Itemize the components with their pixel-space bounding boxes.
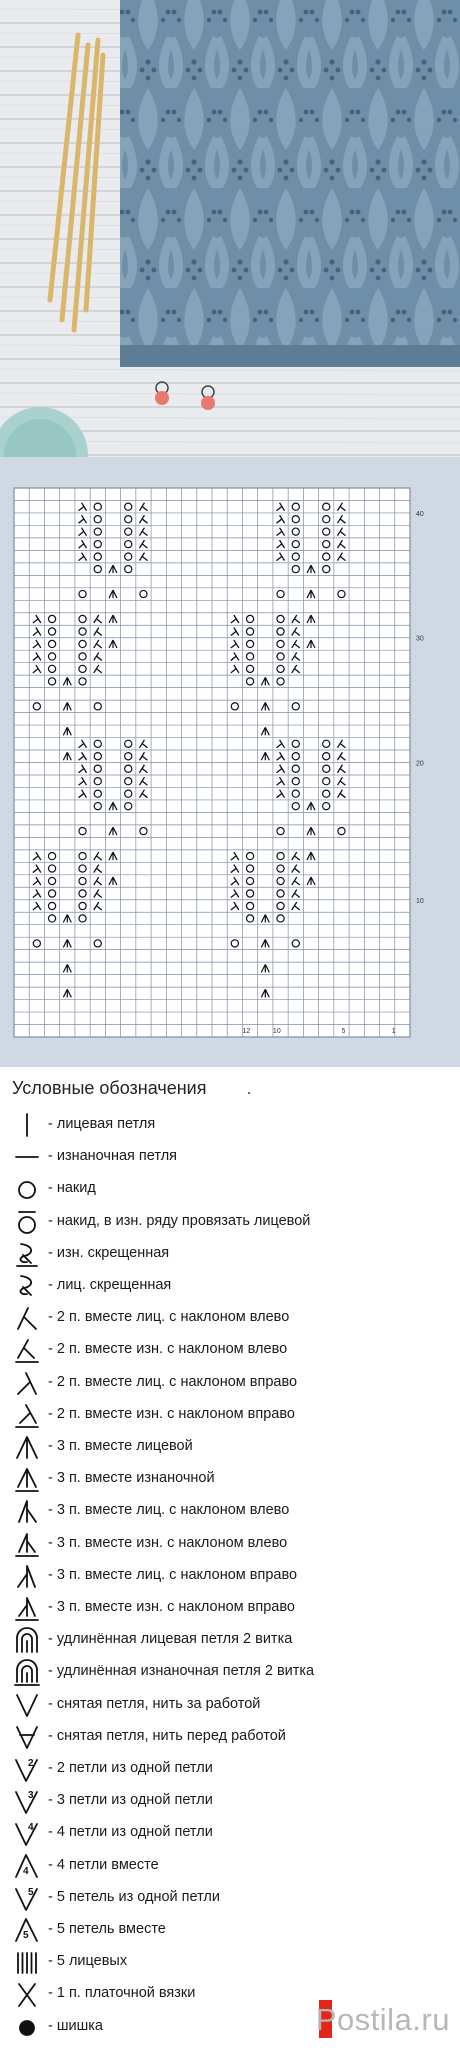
legend-item (0, 1656, 460, 1688)
legend-item (0, 1753, 460, 1785)
legend-item-text: - накид, в изн. ряду провязать лицевой (48, 1212, 311, 1229)
legend-item (0, 1141, 460, 1173)
twisted-knit-icon (12, 1272, 42, 1300)
inc-3-icon (12, 1787, 42, 1815)
twisted-purl-icon (12, 1240, 42, 1268)
legend-item-text: - изн. скрещенная (48, 1244, 170, 1261)
five-knit-icon (12, 1948, 42, 1976)
legend-item-text: - 3 п. вместе лиц. с наклоном влево (48, 1502, 290, 1519)
knitting-chart (0, 457, 460, 1067)
legend-item-text: - 3 п. вместе изнаночной (48, 1470, 215, 1487)
k2tog-left-icon (12, 1304, 42, 1332)
legend-item (0, 1334, 460, 1366)
legend-item (0, 1882, 460, 1914)
legend-item (0, 1721, 460, 1753)
legend-item-text: - 4 петли из одной петли (48, 1824, 213, 1841)
svg-text:5: 5 (28, 1886, 34, 1898)
bobble-icon (12, 2013, 42, 2041)
legend-item-text: - 3 п. вместе изн. с наклоном влево (48, 1534, 288, 1551)
legend-item (0, 1850, 460, 1882)
legend-item (0, 1560, 460, 1592)
legend-item-text: - изнаночная петля (48, 1148, 178, 1165)
legend-item (0, 1431, 460, 1463)
k3tog-right-icon (12, 1562, 42, 1590)
legend-item (0, 1238, 460, 1270)
watermark-text: Postila.ru (315, 2002, 450, 2037)
garter-icon (12, 1980, 42, 2008)
legend-item-text: - лицевая петля (48, 1116, 156, 1132)
legend-item (0, 1689, 460, 1721)
elongated-purl-icon (12, 1658, 42, 1686)
purl-stitch-icon (12, 1143, 42, 1171)
legend-item (0, 1399, 460, 1431)
legend-title: Условные обозначения . (12, 1078, 252, 1098)
legend-item-text: - накид (48, 1180, 96, 1197)
legend-item (0, 1109, 460, 1141)
svg-text:4: 4 (28, 1822, 34, 1834)
legend-item (0, 1817, 460, 1849)
inc-5-icon (12, 1884, 42, 1912)
chart-col-number: 12 (242, 1028, 251, 1035)
legend-item-text: - шишка (48, 2017, 103, 2034)
legend-item-text: - 2 п. вместе лиц. с наклоном влево (48, 1309, 290, 1326)
legend-item (0, 1914, 460, 1946)
legend-item-text: - 4 петли вместе (48, 1856, 159, 1873)
slip-front-icon (12, 1723, 42, 1751)
legend-item (0, 1785, 460, 1817)
legend-item-text: - 5 петель вместе (48, 1921, 166, 1937)
legend-item (0, 1592, 460, 1624)
chart-row-number: 20 (416, 760, 424, 768)
legend-item-text: - снятая петля, нить перед работой (48, 1727, 286, 1744)
k3tog-left-icon (12, 1497, 42, 1525)
legend-item-text: - 5 лицевых (48, 1953, 128, 1970)
legend-item-text: - снятая петля, нить за работой (48, 1695, 261, 1712)
legend-item-text: - 3 п. вместе изн. с наклоном вправо (48, 1599, 295, 1615)
p2tog-left-icon (12, 1336, 42, 1364)
k2tog-right-icon (12, 1369, 42, 1397)
legend-item-text: - 2 петли из одной петли (48, 1760, 213, 1776)
p3tog-left-icon (12, 1530, 42, 1558)
legend-item (0, 1270, 460, 1302)
svg-text:2: 2 (28, 1758, 34, 1769)
inc-2-icon (12, 1755, 42, 1783)
legend-item-text: - удлинённая изнаночная петля 2 витка (48, 1663, 315, 1680)
legend-item-text: - 3 п. вместе лиц. с наклоном вправо (48, 1566, 298, 1583)
yarn-over-knit-on-purl-row-icon (12, 1208, 42, 1236)
knit-stitch-icon (12, 1111, 42, 1139)
legend-item-text: - 1 п. платочной вязки (48, 1985, 196, 2002)
legend-item-text: - 3 п. вместе лицевой (48, 1438, 193, 1454)
dec-5-icon (12, 1916, 42, 1944)
legend-item-text: - 5 петель из одной петли (48, 1888, 220, 1905)
chart-col-number: 5 (341, 1028, 346, 1035)
legend-item (0, 1367, 460, 1399)
p3tog-icon (12, 1465, 42, 1493)
dec-4-icon (12, 1852, 42, 1880)
chart-col-number: 1 (391, 1028, 396, 1035)
slip-back-icon (12, 1691, 42, 1719)
legend-item (0, 1946, 460, 1978)
svg-text:5: 5 (23, 1930, 29, 1941)
k3tog-icon (12, 1433, 42, 1461)
p2tog-right-icon (12, 1401, 42, 1429)
legend-item (0, 1463, 460, 1495)
chart-row-number: 40 (416, 510, 424, 518)
p3tog-right-icon (12, 1594, 42, 1622)
legend-item-text: - 2 п. вместе изн. с наклоном вправо (48, 1405, 295, 1422)
yarn-over-icon (12, 1175, 42, 1203)
legend-item-text: - 2 п. вместе изн. с наклоном влево (48, 1341, 288, 1358)
legend-item (0, 1528, 460, 1560)
chart-row-number: 30 (416, 635, 424, 643)
legend-item (0, 1302, 460, 1334)
legend-item (0, 1173, 460, 1205)
svg-text:4: 4 (23, 1865, 29, 1877)
knitting-chart-panel (0, 457, 460, 1067)
legend-item (0, 1206, 460, 1238)
legend-item-text: - удлинённая лицевая петля 2 витка (48, 1631, 293, 1648)
inc-4-icon (12, 1819, 42, 1847)
svg-text:3: 3 (28, 1790, 34, 1802)
legend-item-text: - лиц. скрещенная (48, 1277, 172, 1293)
legend-panel (0, 1067, 460, 2050)
elongated-knit-icon (12, 1626, 42, 1654)
chart-row-number: 10 (416, 897, 424, 905)
legend-item (0, 1624, 460, 1656)
knitted-swatch-photo (0, 0, 460, 457)
watermark (310, 1988, 460, 2050)
legend-item (0, 1495, 460, 1527)
chart-col-number: 10 (272, 1028, 281, 1035)
legend-item-text: - 2 п. вместе лиц. с наклоном вправо (48, 1373, 298, 1390)
legend-item-text: - 3 петли из одной петли (48, 1792, 213, 1809)
